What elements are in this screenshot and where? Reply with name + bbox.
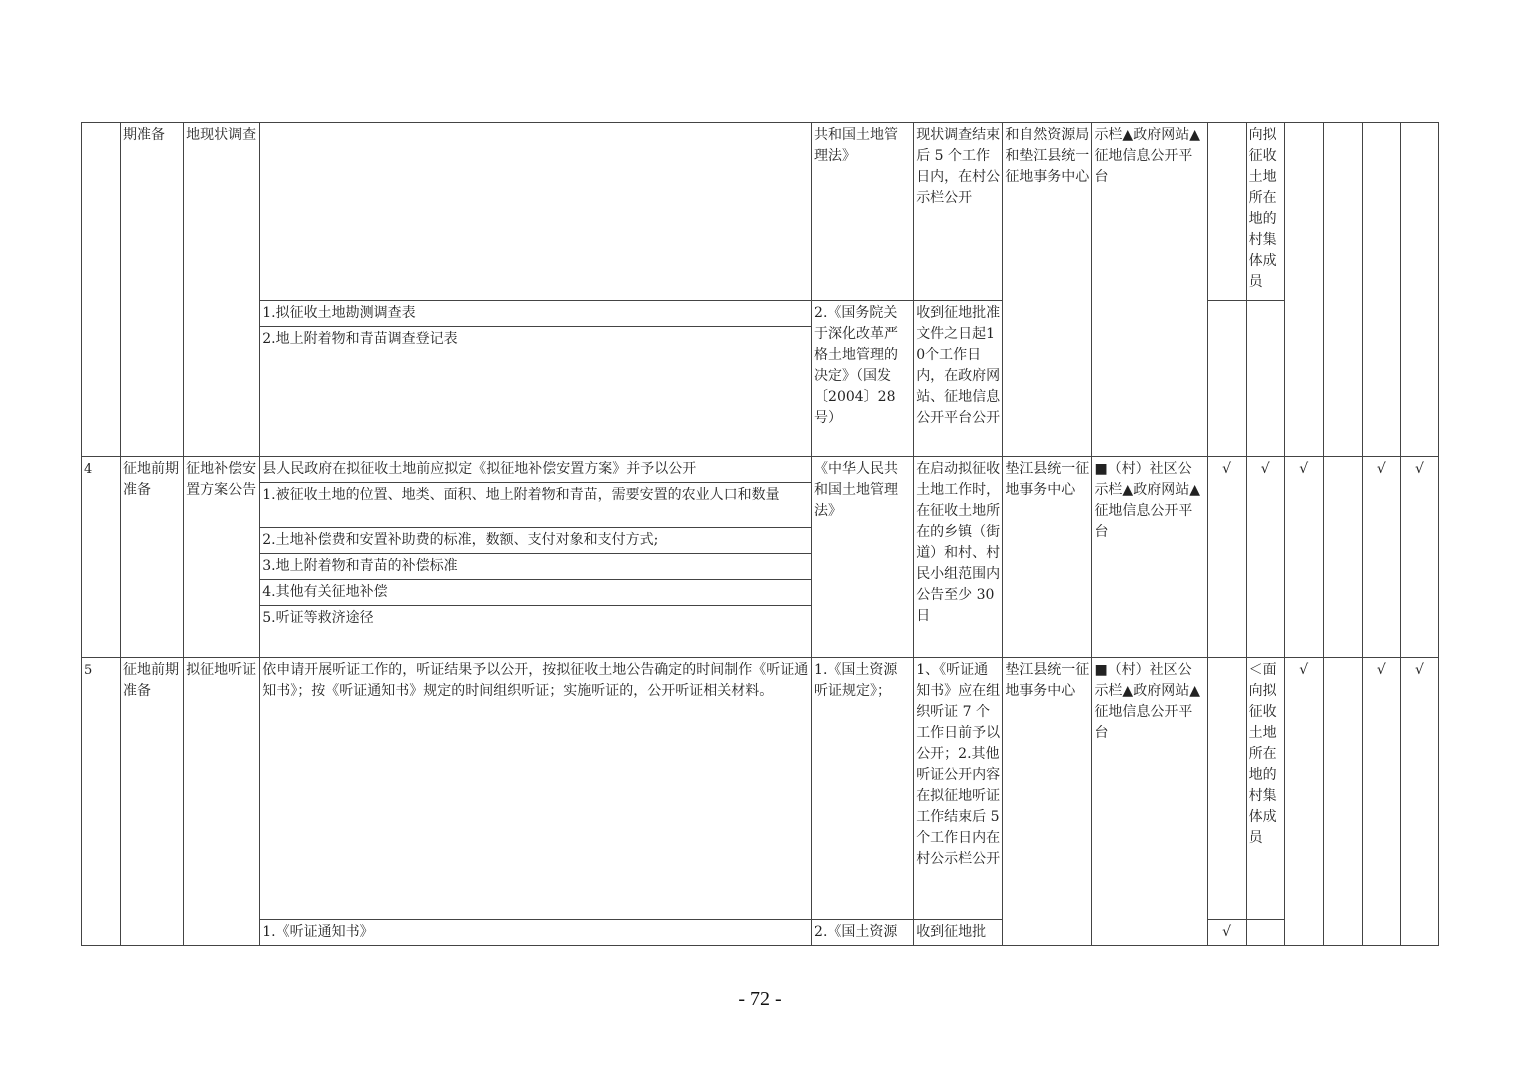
check-cell [1207,301,1246,457]
channel-cell: ■（村）社区公示栏▲政府网站▲征地信息公开平台 [1092,658,1207,946]
material-cell: 1.拟征收土地勘测调查表 [260,301,812,327]
table-row [82,123,1439,301]
time-cell: 现状调查结束后 5 个工作日内，在村公示栏公开 [914,123,1003,301]
time-cell: 1、《听证通知书》应在组织听证 7 个工作日前予以公开；2.其他听证公开内容在拟征地听证工作结束后 5 个工作日内在村公示栏公开 [914,658,1003,920]
basis-cell: 共和国土地管理法》 [812,123,914,301]
content-cell: 依申请开展听证工作的，听证结果予以公开，按拟征收土地公告确定的时间制作《听证通知书》；按《听证通知书》规定的时间组织听证；实施听证的，公开听证相关材料。 [260,658,812,920]
table-row [82,920,1439,946]
disclosure-table [81,122,1439,946]
stage-cell: 征地前期准备 [121,658,184,946]
table-row [82,301,1439,327]
check-cell: √ [1362,457,1400,658]
basis-cell: 1.《国土资源听证规定》； [812,658,914,920]
check-cell [1246,301,1284,457]
check-cell [1323,123,1362,457]
channel-cell: ■（村）社区公示栏▲政府网站▲征地信息公开平台 [1092,457,1207,658]
check-cell: √ [1400,457,1438,658]
check-cell [1323,658,1362,946]
content-cell: 县人民政府在拟征收土地前应拟定《拟征地补偿安置方案》并予以公开 [260,457,812,483]
basis-cell: 《中华人民共和国土地管理法》 [812,457,914,658]
check-cell [1400,123,1438,457]
check-cell: √ [1284,457,1323,658]
check-cell [1323,457,1362,658]
item-cell: 地现状调查 [184,123,260,457]
time-cell: 收到征地批 [914,920,1003,946]
stage-cell: 期准备 [121,123,184,457]
subject-cell: 和自然资源局和垫江县统一征地事务中心 [1003,123,1092,457]
content-cell: 1.被征收土地的位置、地类、面积、地上附着物和青苗，需要安置的农业人口和数量 [260,483,812,528]
serial-cell [82,123,121,457]
stage-cell: 征地前期准备 [121,457,184,658]
check-cell: √ [1362,658,1400,946]
channel-cell: 示栏▲政府网站▲征地信息公开平台 [1092,123,1207,457]
table-row [82,457,1439,483]
check-cell: √ [1246,457,1284,658]
table-row [82,658,1439,920]
material-cell: 1.《听证通知书》 [260,920,812,946]
check-cell: √ [1284,658,1323,946]
check-cell: √ [1400,658,1438,946]
content-cell: 5.听证等救济途径 [260,606,812,658]
check-cell [1284,123,1323,457]
target-cell: ＜面向拟征收土地所在地的村集体成员 [1246,658,1284,920]
check-cell [1362,123,1400,457]
item-cell: 拟征地听证 [184,658,260,946]
target-cell: 向拟征收土地所在地的村集体成员 [1246,123,1284,301]
check-cell [1207,658,1246,920]
subject-cell: 垫江县统一征地事务中心 [1003,457,1092,658]
time-cell: 收到征地批准文件之日起10个工作日内，在政府网站、征地信息公开平台公开 [914,301,1003,457]
content-cell: 4.其他有关征地补偿 [260,580,812,606]
check-cell: √ [1207,457,1246,658]
material-cell: 2.地上附着物和青苗调查登记表 [260,327,812,457]
page-number: - 72 - [738,988,782,1010]
subject-cell: 垫江县统一征地事务中心 [1003,658,1092,946]
content-cell: 2.土地补偿费和安置补助费的标准，数额、支付对象和支付方式; [260,528,812,554]
time-cell: 在启动拟征收土地工作时，在征收土地所在的乡镇（街道）和村、村民小组范围内公告至少 30 日 [914,457,1003,658]
content-cell: 3.地上附着物和青苗的补偿标准 [260,554,812,580]
item-cell: 征地补偿安置方案公告 [184,457,260,658]
content-cell [260,123,812,301]
basis-cell: 2.《国务院关于深化改革严格土地管理的决定》（国发〔2004〕28号） [812,301,914,457]
serial-cell: 4 [82,457,121,658]
check-cell [1207,123,1246,301]
check-cell: √ [1207,920,1246,946]
basis-cell: 2.《国土资源 [812,920,914,946]
serial-cell: 5 [82,658,121,946]
check-cell [1246,920,1284,946]
